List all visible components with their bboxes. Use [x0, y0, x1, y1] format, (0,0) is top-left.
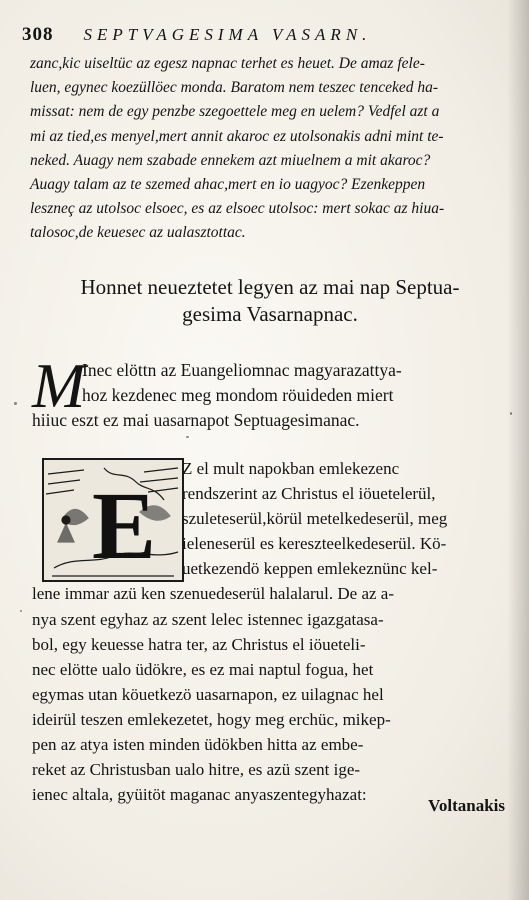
heading-line: gesima Vasarnapnac.	[182, 302, 358, 326]
text-line: rendszerint az Christus el iöuetelerül,	[182, 484, 436, 504]
text-line: talosoc,de keuesec az ualasztottac.	[30, 224, 246, 242]
text-line: hiiuc eszt ez mai uasarnapot Septuagesimanac.	[32, 410, 360, 430]
text-line: ienec altala, gyüitöt maganac anyaszentegyhazat:	[32, 785, 367, 805]
page-number: 308	[22, 24, 54, 45]
text-line: uetkezendö keppen emlekeznünc kel-	[182, 559, 438, 579]
text-line: hoz kezdenec meg mondom röuideden miert	[82, 385, 394, 405]
text-line: egymas utan köuetkezö uasarnapon, ez uilagnac hel	[32, 684, 384, 704]
text-line: nya szent egyhaz az szent lelec istennec igazgatasa-	[32, 609, 384, 629]
running-head	[22, 24, 512, 50]
text-line: lene immar azü ken szenuedeserül halalarul. De az a-	[32, 584, 395, 604]
text-line: ideirül teszen emlekezetet, hogy meg erchüc, mikep-	[32, 709, 391, 729]
text-line: neked. Auagy nem szabade ennekem azt miuelnem a mit akaroc?	[30, 151, 431, 169]
text-line: missat: nem de egy penzbe szegoettele meg en uelem? Vedfel azt a	[30, 103, 440, 121]
text-line: Z el mult napokban emlekezenc	[182, 459, 400, 478]
initial-letter: M	[32, 350, 86, 421]
running-title: SEPTVAGESIMA VASARN.	[83, 25, 372, 44]
text-line: szuleteserül,körül metelkedeserül, meg	[182, 509, 448, 529]
main-paragraph	[32, 456, 512, 807]
text-line: Auagy talam az te szemed ahac,mert en io uagyoc? Ezenkeppen	[30, 176, 426, 194]
text-line: pen az atya isten minden üdökben hitta az embe-	[32, 735, 364, 755]
text-line: leszneç az utolsoc elsoec, es az elsoec utolsoc: mert sokac az hiua-	[30, 200, 445, 218]
text-line: reket az Christusban ualo hitre, es azü szent ige-	[32, 760, 361, 780]
heading-line: Honnet neueztetet legyen az mai nap Septua-	[80, 275, 460, 299]
text-line: luen, egynec koezüllöec monda. Baratom nem teszec tenceked ha-	[30, 79, 439, 97]
catchword: Voltanakis	[428, 796, 505, 815]
ink-speck	[14, 402, 17, 405]
intro-paragraph	[32, 350, 510, 433]
ink-speck	[186, 436, 189, 438]
text-line: mi az tied,es menyel,mert annit akaroc ez utolsonakis adni mint te-	[30, 127, 444, 145]
section-heading	[60, 274, 480, 328]
text-line: ieleneserül es kereszteelkedeserül. Kö-	[182, 534, 447, 554]
woodcut-letter: E	[92, 472, 157, 579]
text-line: zanc,kic uiseltüc az egesz napnac terhet es heuet. De amaz fele-	[30, 55, 425, 72]
ink-speck	[20, 610, 22, 612]
italic-paragraph	[30, 52, 512, 246]
ink-speck	[510, 412, 512, 415]
text-line: Inec elöttn az Euangeliomnac magyarazattya-	[82, 360, 402, 380]
text-line: bol, egy keuesse hatra ter, az Christus el iöueteli-	[32, 634, 366, 654]
text-line: nec elötte ualo üdökre, es ez mai naptul fogua, het	[32, 659, 374, 679]
